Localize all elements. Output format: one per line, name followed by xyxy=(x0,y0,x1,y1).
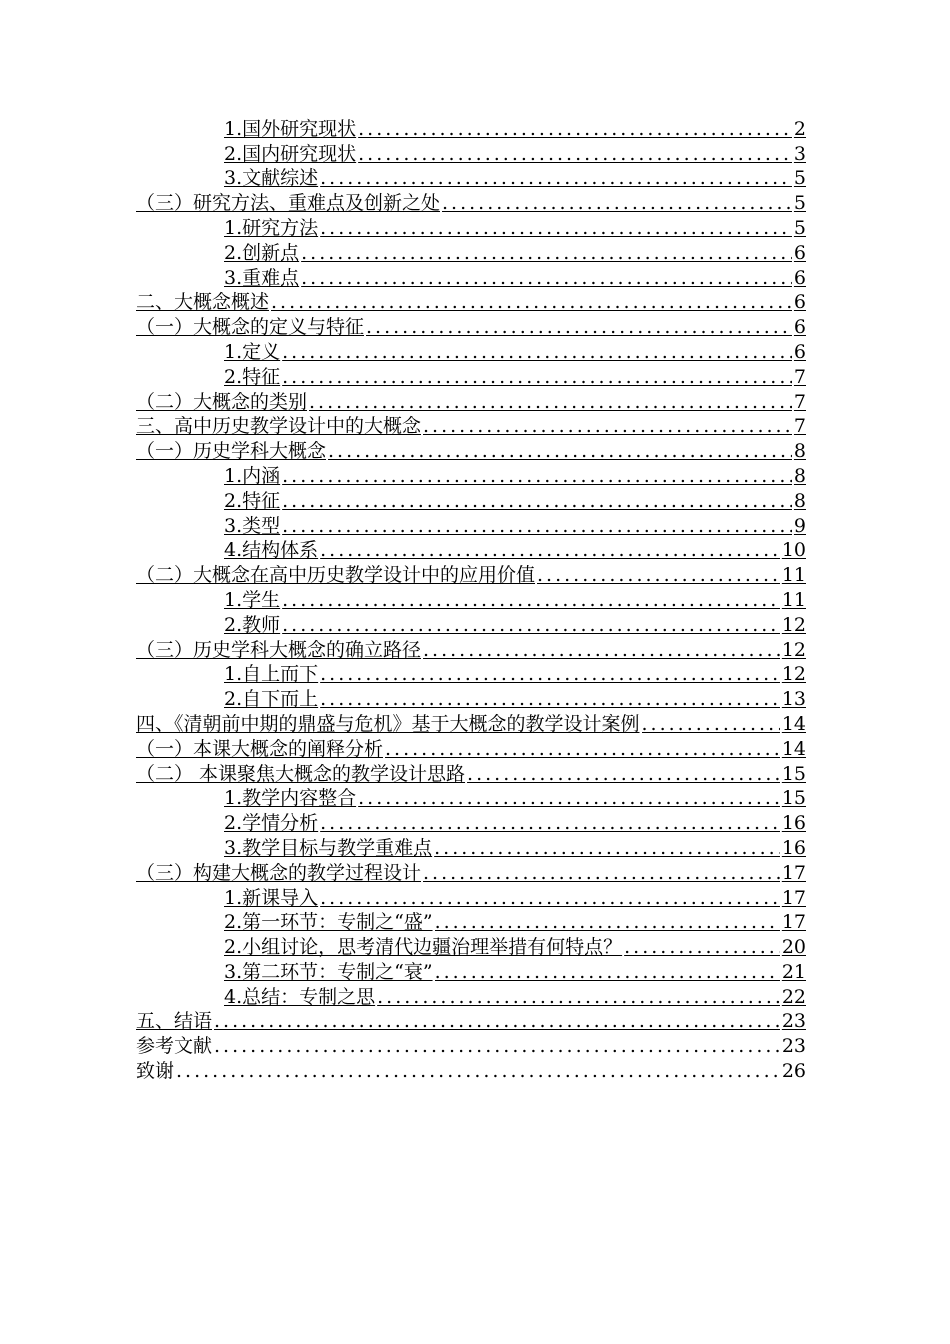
toc-dot-leader xyxy=(214,1035,780,1057)
toc-entry[interactable] xyxy=(136,636,806,661)
toc-entry[interactable] xyxy=(136,884,806,909)
toc-entry[interactable] xyxy=(136,586,806,611)
toc-entry[interactable] xyxy=(136,735,806,760)
toc-dot-leader xyxy=(624,936,780,958)
toc-dot-leader xyxy=(320,167,792,189)
toc-entry-title: 2.特征 xyxy=(224,365,281,388)
toc-entry-page-number: 7 xyxy=(793,390,806,413)
toc-entry-page-number: 6 xyxy=(793,241,806,264)
toc-entry[interactable] xyxy=(136,388,806,413)
toc-entry-page-number: 21 xyxy=(781,960,806,983)
toc-entry[interactable] xyxy=(136,140,806,165)
toc-dot-leader xyxy=(271,291,792,313)
toc-entry-title: 3.教学目标与教学重难点 xyxy=(224,836,433,859)
toc-entry-title: 1.教学内容整合 xyxy=(224,787,357,810)
toc-entry-page-number: 8 xyxy=(793,440,806,463)
toc-entry[interactable] xyxy=(136,338,806,363)
toc-entry[interactable] xyxy=(136,710,806,735)
toc-entry-title: （三）历史学科大概念的确立路径 xyxy=(136,638,422,661)
toc-dot-leader xyxy=(358,787,780,809)
toc-entry-title: 1.学生 xyxy=(224,588,281,611)
toc-entry-page-number: 6 xyxy=(793,316,806,339)
toc-entry-title: （二）大概念的类别 xyxy=(136,390,308,413)
toc-entry-page-number: 20 xyxy=(781,936,806,959)
toc-entry[interactable] xyxy=(136,313,806,338)
toc-entry-title: 三、高中历史教学设计中的大概念 xyxy=(136,415,422,438)
toc-entry-page-number: 22 xyxy=(781,985,806,1008)
toc-entry[interactable] xyxy=(136,611,806,636)
toc-entry-title: 五、结语 xyxy=(136,1010,213,1033)
toc-entry-page-number: 10 xyxy=(781,539,806,562)
toc-entry-page-number: 15 xyxy=(781,787,806,810)
toc-entry[interactable] xyxy=(136,809,806,834)
toc-entry-page-number: 14 xyxy=(781,712,806,735)
toc-dot-leader xyxy=(214,1010,780,1032)
toc-entry-page-number: 11 xyxy=(781,564,806,587)
toc-entry-page-number: 9 xyxy=(793,514,806,537)
toc-dot-leader xyxy=(435,961,780,983)
toc-entry-page-number: 6 xyxy=(793,291,806,314)
toc-dot-leader xyxy=(309,391,792,413)
toc-entry-title: 2.第一环节：专制之“盛” xyxy=(224,911,433,934)
toc-entry[interactable] xyxy=(136,413,806,438)
toc-dot-leader xyxy=(320,688,780,710)
toc-entry-page-number: 14 xyxy=(781,737,806,760)
toc-entry[interactable] xyxy=(136,785,806,810)
toc-entry[interactable] xyxy=(136,512,806,537)
toc-entry-title: 1.内涵 xyxy=(224,464,281,487)
toc-entry-page-number: 11 xyxy=(781,588,806,611)
toc-entry[interactable] xyxy=(136,685,806,710)
toc-entry[interactable] xyxy=(136,834,806,859)
toc-entry-title: 2.特征 xyxy=(224,489,281,512)
toc-entry[interactable] xyxy=(136,760,806,785)
toc-entry-title: 1.自上而下 xyxy=(224,663,319,686)
toc-dot-leader xyxy=(423,639,780,661)
toc-entry-title: 3.重难点 xyxy=(224,266,300,289)
toc-entry-page-number: 8 xyxy=(793,464,806,487)
toc-entry-title: 2.国内研究现状 xyxy=(224,142,357,165)
toc-entry-title: 3.类型 xyxy=(224,514,281,537)
toc-entry-title: 4.总结：专制之思 xyxy=(224,985,376,1008)
toc-entry[interactable] xyxy=(136,462,806,487)
toc-dot-leader xyxy=(282,490,792,512)
toc-entry-title: （一）历史学科大概念 xyxy=(136,440,327,463)
toc-entry-page-number: 16 xyxy=(781,812,806,835)
toc-dot-leader xyxy=(282,366,792,388)
toc-entry-title: （一）本课大概念的阐释分析 xyxy=(136,737,384,760)
toc-entry-title: 2.教师 xyxy=(224,613,281,636)
toc-dot-leader xyxy=(320,663,780,685)
toc-entry-page-number: 26 xyxy=(781,1060,806,1083)
toc-entry-page-number: 6 xyxy=(793,340,806,363)
toc-dot-leader xyxy=(328,440,792,462)
toc-entry-page-number: 16 xyxy=(781,836,806,859)
toc-entry[interactable] xyxy=(136,363,806,388)
toc-dot-leader xyxy=(301,242,792,264)
toc-entry[interactable] xyxy=(136,115,806,140)
toc-entry-page-number: 12 xyxy=(781,663,806,686)
toc-dot-leader xyxy=(282,589,780,611)
toc-entry[interactable] xyxy=(136,958,806,983)
toc-dot-leader xyxy=(366,316,792,338)
toc-entry-title: 致谢 xyxy=(136,1060,175,1083)
toc-dot-leader xyxy=(434,837,780,859)
toc-entry-title: 参考文献 xyxy=(136,1035,213,1058)
toc-entry[interactable] xyxy=(136,1032,806,1057)
toc-entry-title: 1.研究方法 xyxy=(224,216,319,239)
toc-entry-page-number: 23 xyxy=(781,1035,806,1058)
toc-entry-title: 2.小组讨论，思考清代边疆治理举措有何特点？ xyxy=(224,936,623,959)
toc-entry-title: 1.定义 xyxy=(224,340,281,363)
toc-entry-title: （三）研究方法、重难点及创新之处 xyxy=(136,192,441,215)
toc-entry[interactable] xyxy=(136,1057,806,1082)
toc-entry-page-number: 17 xyxy=(781,886,806,909)
toc-entry-title: 4.结构体系 xyxy=(224,539,319,562)
toc-dot-leader xyxy=(537,564,780,586)
toc-dot-leader xyxy=(282,465,792,487)
toc-entry-title: （一）大概念的定义与特征 xyxy=(136,316,365,339)
toc-entry[interactable] xyxy=(136,537,806,562)
toc-entry-page-number: 7 xyxy=(793,415,806,438)
toc-entry-page-number: 7 xyxy=(793,365,806,388)
toc-entry-page-number: 6 xyxy=(793,266,806,289)
toc-entry-page-number: 3 xyxy=(793,142,806,165)
toc-dot-leader xyxy=(358,143,792,165)
toc-entry-title: （三）构建大概念的教学过程设计 xyxy=(136,861,422,884)
toc-entry-page-number: 17 xyxy=(781,861,806,884)
toc-entry-page-number: 12 xyxy=(781,613,806,636)
toc-entry-title: 四、《清朝前中期的鼎盛与危机》基于大概念的教学设计案例 xyxy=(136,712,640,735)
toc-entry-page-number: 12 xyxy=(781,638,806,661)
toc-dot-leader xyxy=(358,118,792,140)
toc-entry-title: 3.第二环节：专制之“衰” xyxy=(224,960,433,983)
toc-entry[interactable] xyxy=(136,437,806,462)
toc-dot-leader xyxy=(385,738,780,760)
toc-dot-leader xyxy=(320,539,780,561)
toc-entry-title: （二）大概念在高中历史教学设计中的应用价值 xyxy=(136,564,536,587)
toc-dot-leader xyxy=(377,986,780,1008)
toc-dot-leader xyxy=(320,812,780,834)
toc-entry-title: 2.学情分析 xyxy=(224,812,319,835)
table-of-contents xyxy=(136,115,806,1082)
toc-entry[interactable] xyxy=(136,983,806,1008)
toc-entry-title: 2.创新点 xyxy=(224,241,300,264)
toc-entry-page-number: 2 xyxy=(793,117,806,140)
toc-entry-page-number: 13 xyxy=(781,688,806,711)
toc-entry-page-number: 5 xyxy=(793,192,806,215)
toc-entry[interactable] xyxy=(136,214,806,239)
toc-dot-leader xyxy=(467,763,780,785)
toc-entry[interactable] xyxy=(136,487,806,512)
toc-dot-leader xyxy=(320,217,792,239)
toc-entry-page-number: 17 xyxy=(781,911,806,934)
toc-dot-leader xyxy=(423,415,792,437)
toc-dot-leader xyxy=(320,887,780,909)
toc-dot-leader xyxy=(176,1060,780,1082)
toc-entry[interactable] xyxy=(136,165,806,190)
toc-entry-page-number: 5 xyxy=(793,216,806,239)
toc-entry[interactable] xyxy=(136,909,806,934)
toc-entry-page-number: 15 xyxy=(781,762,806,785)
toc-dot-leader xyxy=(282,614,780,636)
toc-entry-page-number: 8 xyxy=(793,489,806,512)
toc-dot-leader xyxy=(282,341,792,363)
toc-entry[interactable] xyxy=(136,189,806,214)
toc-entry-title: （二） 本课聚焦大概念的教学设计思路 xyxy=(136,762,466,785)
toc-entry[interactable] xyxy=(136,1008,806,1033)
toc-dot-leader xyxy=(642,713,780,735)
toc-entry[interactable] xyxy=(136,933,806,958)
toc-entry[interactable] xyxy=(136,239,806,264)
toc-entry-title: 1.新课导入 xyxy=(224,886,319,909)
toc-dot-leader xyxy=(442,192,792,214)
toc-entry[interactable] xyxy=(136,561,806,586)
toc-entry-page-number: 5 xyxy=(793,167,806,190)
toc-entry[interactable] xyxy=(136,289,806,314)
toc-entry-title: 2.自下而上 xyxy=(224,688,319,711)
toc-dot-leader xyxy=(301,267,792,289)
toc-entry-title: 3.文献综述 xyxy=(224,167,319,190)
toc-entry[interactable] xyxy=(136,859,806,884)
toc-entry-title: 1.国外研究现状 xyxy=(224,117,357,140)
toc-dot-leader xyxy=(282,515,792,537)
toc-dot-leader xyxy=(435,911,780,933)
toc-entry[interactable] xyxy=(136,661,806,686)
toc-entry-page-number: 23 xyxy=(781,1010,806,1033)
toc-entry[interactable] xyxy=(136,264,806,289)
toc-entry-title: 二、大概念概述 xyxy=(136,291,270,314)
toc-dot-leader xyxy=(423,862,780,884)
